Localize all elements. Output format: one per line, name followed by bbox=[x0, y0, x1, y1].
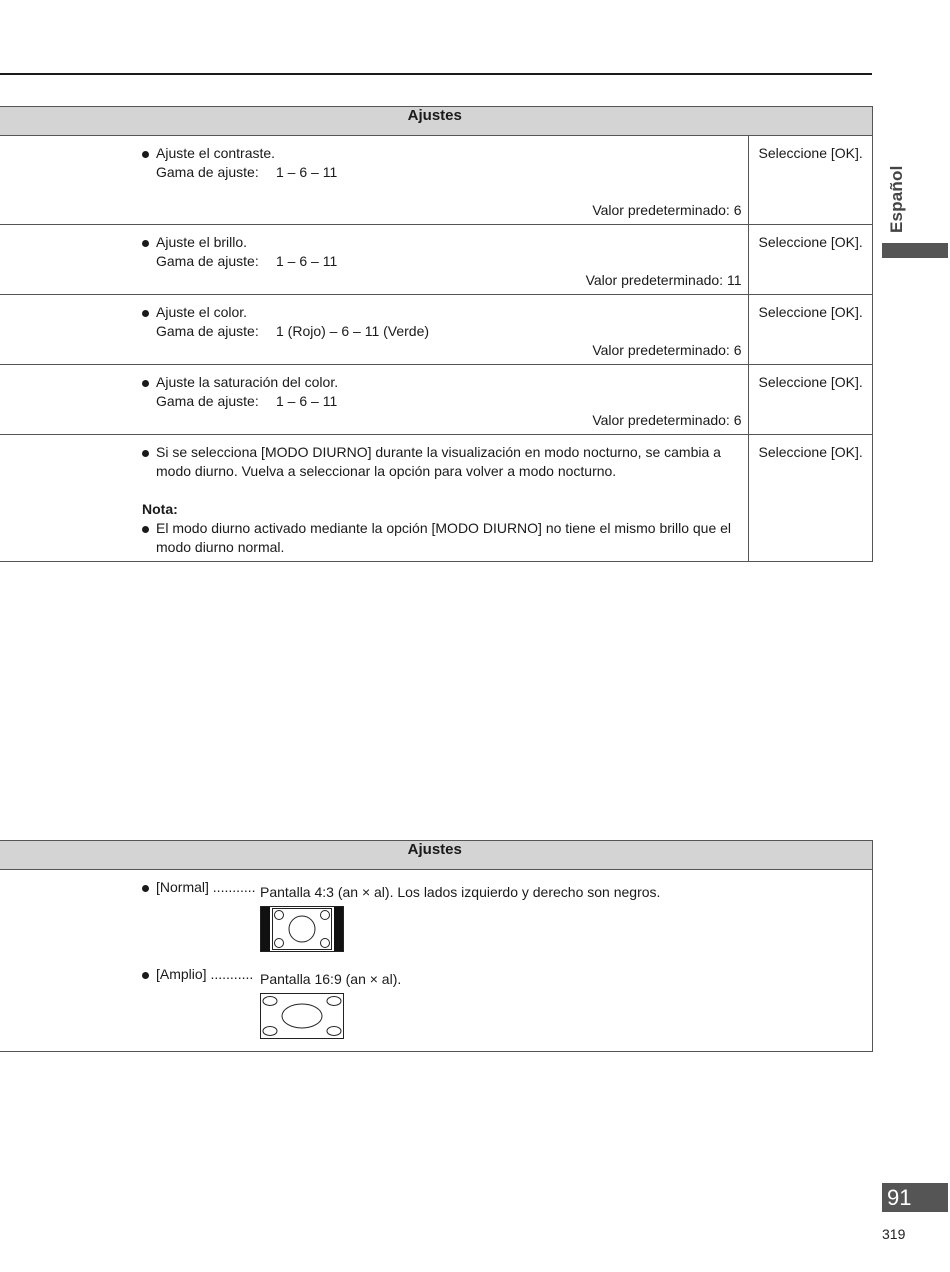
wide-16-9-screen-icon bbox=[260, 993, 344, 1039]
row-description: Ajuste la saturación del color. bbox=[142, 373, 742, 392]
normal-label: [Normal] ........... bbox=[156, 879, 256, 895]
amplio-label: [Amplio] ........... bbox=[156, 966, 254, 982]
normal-4-3-screen-icon bbox=[260, 906, 344, 952]
amplio-description: Pantalla 16:9 (an × al). bbox=[260, 971, 402, 987]
range-value: 1 – 6 – 11 bbox=[276, 164, 338, 180]
note-text-1: El modo diurno activado mediante la opción [MODO DIURNO] no tiene el mismo brillo que el bbox=[156, 520, 732, 536]
table-row-day-mode bbox=[0, 435, 872, 562]
table-header: Ajustes bbox=[0, 841, 872, 870]
top-rule bbox=[0, 73, 872, 75]
day-mode-text-2: modo diurno. Vuelva a seleccionar la opción para volver a modo nocturno. bbox=[156, 463, 617, 479]
table-row-color bbox=[0, 295, 872, 365]
default-value: Valor predeterminado: 6 bbox=[592, 342, 742, 358]
row-description: Ajuste el contraste. bbox=[142, 144, 742, 163]
page-sub-number: 319 bbox=[882, 1226, 906, 1242]
settings-table-aspect bbox=[0, 840, 873, 1052]
settings-table-picture bbox=[0, 106, 873, 562]
day-mode-text-1: Si se selecciona [MODO DIURNO] durante la visualización en modo nocturno, se cambia a bbox=[156, 444, 721, 460]
table-row-saturation bbox=[0, 365, 872, 435]
note-title: Nota: bbox=[142, 501, 178, 517]
note-text-2: modo diurno normal. bbox=[156, 539, 285, 555]
default-value: Valor predeterminado: 11 bbox=[585, 272, 742, 288]
row-action: Seleccione [OK]. bbox=[748, 136, 872, 225]
table-row-brightness bbox=[0, 225, 872, 295]
row-action: Seleccione [OK]. bbox=[748, 295, 872, 365]
default-value: Valor predeterminado: 6 bbox=[592, 412, 742, 428]
range-value: 1 – 6 – 11 bbox=[276, 393, 338, 409]
row-action: Seleccione [OK]. bbox=[748, 365, 872, 435]
normal-description: Pantalla 4:3 (an × al). Los lados izquierdo y derecho son negros. bbox=[260, 884, 661, 900]
page-number: 91 bbox=[882, 1183, 948, 1212]
default-value: Valor predeterminado: 6 bbox=[592, 202, 742, 218]
range-label: Gama de ajuste: bbox=[156, 253, 259, 269]
range-label: Gama de ajuste: bbox=[156, 393, 259, 409]
table-header: Ajustes bbox=[0, 107, 872, 136]
row-action: Seleccione [OK]. bbox=[748, 225, 872, 295]
table-row-contrast bbox=[0, 136, 872, 225]
row-action: Seleccione [OK]. bbox=[748, 435, 872, 562]
range-label: Gama de ajuste: bbox=[156, 164, 259, 180]
row-description: Ajuste el color. bbox=[142, 303, 742, 322]
range-value: 1 – 6 – 11 bbox=[276, 253, 338, 269]
language-tab-label: Español bbox=[887, 165, 906, 233]
table-row-aspect bbox=[0, 870, 872, 1052]
range-label: Gama de ajuste: bbox=[156, 323, 259, 339]
range-value: 1 (Rojo) – 6 – 11 (Verde) bbox=[276, 323, 430, 339]
language-tab-bar bbox=[882, 243, 948, 258]
row-description: Ajuste el brillo. bbox=[142, 233, 742, 252]
